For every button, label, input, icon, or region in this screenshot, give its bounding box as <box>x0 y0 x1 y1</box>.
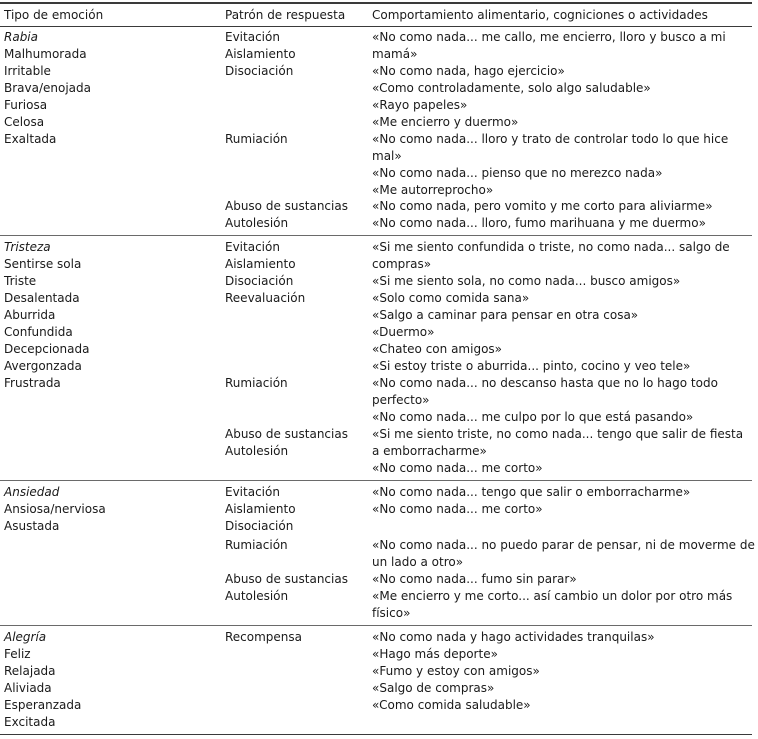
header-emotion: Tipo de emoción <box>4 8 104 22</box>
behavior-line: «Si me siento confundida o triste, no como nada... salgo de <box>372 240 730 254</box>
header-rule <box>0 26 752 27</box>
emotion-item: Malhumorada <box>4 47 87 61</box>
emotion-item: Furiosa <box>4 98 48 112</box>
emotion-item: Desalentada <box>4 291 80 305</box>
emotion-item: Frustrada <box>4 376 61 390</box>
pattern-item: Rumiación <box>225 376 288 390</box>
behavior-line: «No como nada... me corto» <box>372 502 543 516</box>
emotion-item: Confundida <box>4 325 73 339</box>
group-rule <box>0 480 752 481</box>
pattern-item: Autolesión <box>225 589 289 603</box>
bottom-rule <box>0 734 752 735</box>
emotion-item: Triste <box>4 274 37 288</box>
group-rule <box>0 235 752 236</box>
behavior-line: «Como comida saludable» <box>372 698 531 712</box>
pattern-item: Aislamiento <box>225 257 296 271</box>
group-title: Rabia <box>4 30 38 44</box>
emotion-item: Ansiosa/nerviosa <box>4 502 106 516</box>
pattern-item: Autolesión <box>225 444 289 458</box>
pattern-item: Disociación <box>225 64 294 78</box>
behavior-line: «No como nada... me callo, me encierro, lloro y busco a mi <box>372 30 726 44</box>
behavior-line: «No como nada... no puedo parar de pensar, ni de moverme de <box>372 538 755 552</box>
behavior-line: compras» <box>372 257 432 271</box>
emotion-item: Exaltada <box>4 132 57 146</box>
emotion-item: Aliviada <box>4 681 52 695</box>
header-behavior: Comportamiento alimentario, cogniciones o actividades <box>372 8 708 22</box>
pattern-item: Evitación <box>225 240 280 254</box>
pattern-item: Abuso de sustancias <box>225 572 348 586</box>
pattern-item: Abuso de sustancias <box>225 427 348 441</box>
pattern-item: Rumiación <box>225 132 288 146</box>
emotion-item: Avergonzada <box>4 359 82 373</box>
pattern-item: Disociación <box>225 519 294 533</box>
behavior-line: «Solo como comida sana» <box>372 291 530 305</box>
behavior-line: «No como nada... lloro y trato de controlar todo lo que hice <box>372 132 729 146</box>
behavior-line: «Si me siento sola, no como nada... busco amigos» <box>372 274 681 288</box>
pattern-item: Recompensa <box>225 630 303 644</box>
emotion-item: Aburrida <box>4 308 56 322</box>
behavior-line: «Fumo y estoy con amigos» <box>372 664 540 678</box>
behavior-line: «Me encierro y duermo» <box>372 115 519 129</box>
pattern-item: Abuso de sustancias <box>225 199 348 213</box>
behavior-line: «No como nada... no descanso hasta que no lo hago todo <box>372 376 718 390</box>
behavior-line: mal» <box>372 149 402 163</box>
behavior-line: «No como nada y hago actividades tranquilas» <box>372 630 655 644</box>
behavior-line: físico» <box>372 606 411 620</box>
pattern-item: Reevaluación <box>225 291 306 305</box>
emotion-item: Relajada <box>4 664 56 678</box>
behavior-line: «Duermo» <box>372 325 435 339</box>
pattern-item: Evitación <box>225 30 280 44</box>
pattern-item: Evitación <box>225 485 280 499</box>
behavior-line: «No como nada... lloro, fumo marihuana y me duermo» <box>372 216 706 230</box>
behavior-line: «Me autorreprocho» <box>372 183 494 197</box>
pattern-item: Disociación <box>225 274 294 288</box>
group-rule <box>0 625 752 626</box>
group-title: Tristeza <box>4 240 51 254</box>
behavior-line: mamá» <box>372 47 418 61</box>
behavior-line: «Salgo a caminar para pensar en otra cosa» <box>372 308 639 322</box>
emotion-item: Feliz <box>4 647 31 661</box>
emotion-item: Asustada <box>4 519 60 533</box>
group-title: Alegría <box>4 630 47 644</box>
behavior-line: «Como controladamente, solo algo saludable» <box>372 81 651 95</box>
behavior-line: perfecto» <box>372 393 430 407</box>
emotion-item: Irritable <box>4 64 51 78</box>
behavior-line: «No como nada... fumo sin parar» <box>372 572 577 586</box>
behavior-line: a emborracharme» <box>372 444 487 458</box>
emotion-item: Esperanzada <box>4 698 82 712</box>
pattern-item: Rumiación <box>225 538 288 552</box>
behavior-line: «Rayo papeles» <box>372 98 468 112</box>
top-rule <box>0 2 752 4</box>
behavior-line: «Hago más deporte» <box>372 647 498 661</box>
emotion-item: Brava/enojada <box>4 81 92 95</box>
behavior-line: «Salgo de compras» <box>372 681 495 695</box>
emotion-item: Sentirse sola <box>4 257 82 271</box>
pattern-item: Aislamiento <box>225 502 296 516</box>
pattern-item: Autolesión <box>225 216 289 230</box>
pattern-item: Aislamiento <box>225 47 296 61</box>
emotion-item: Excitada <box>4 715 56 729</box>
behavior-line: «Me encierro y me corto... así cambio un dolor por otro más <box>372 589 733 603</box>
header-pattern: Patrón de respuesta <box>225 8 346 22</box>
behavior-line: «No como nada, pero vomito y me corto para aliviarme» <box>372 199 713 213</box>
emotion-item: Decepcionada <box>4 342 90 356</box>
emotion-item: Celosa <box>4 115 45 129</box>
behavior-line: «Chateo con amigos» <box>372 342 503 356</box>
behavior-line: un lado a otro» <box>372 555 464 569</box>
behavior-line: «Si estoy triste o aburrida... pinto, cocino y veo tele» <box>372 359 691 373</box>
behavior-line: «No como nada... me corto» <box>372 461 543 475</box>
behavior-line: «Si me siento triste, no como nada... tengo que salir de fiesta <box>372 427 744 441</box>
behavior-line: «No como nada... me culpo por lo que está pasando» <box>372 410 694 424</box>
behavior-line: «No como nada, hago ejercicio» <box>372 64 565 78</box>
group-title: Ansiedad <box>4 485 60 499</box>
behavior-line: «No como nada... tengo que salir o emborracharme» <box>372 485 691 499</box>
behavior-line: «No como nada... pienso que no merezco nada» <box>372 166 663 180</box>
